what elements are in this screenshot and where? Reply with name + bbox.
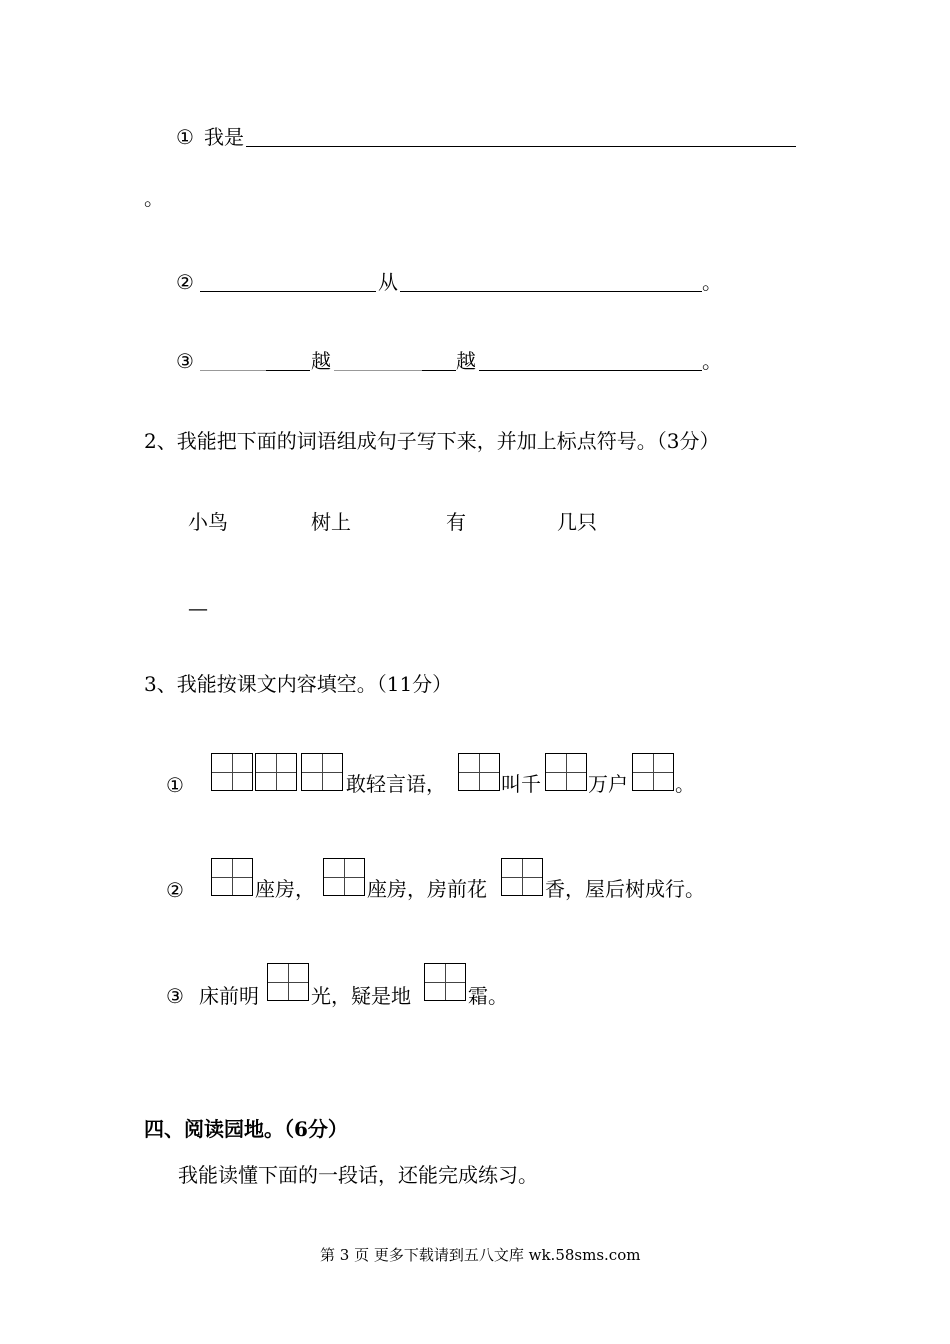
q3-line2-text-3: 香，屋后树成行。 <box>545 877 705 901</box>
q3-line1-box-6[interactable] <box>632 753 674 791</box>
q3-line2-text-1: 座房， <box>255 877 315 901</box>
q2-word-3: 有 <box>446 510 466 534</box>
q3-line3-box-2[interactable] <box>424 963 466 1001</box>
q1-item3-end: 。 <box>702 349 722 373</box>
q1-item2-marker: ② <box>176 270 194 294</box>
q3-line1-text-2: 叫千 <box>501 772 541 796</box>
section4-heading: 四、阅读园地。（6分） <box>144 1117 348 1141</box>
q1-item3-marker: ③ <box>176 349 194 373</box>
q3-line2-box-1[interactable] <box>211 858 253 896</box>
q3-line1-box-4[interactable] <box>458 753 500 791</box>
q1-item2-mid: 从 <box>378 270 398 294</box>
q3-line3-text-2: 霜。 <box>468 984 508 1008</box>
q1-item2-blank-1[interactable] <box>200 291 376 292</box>
q2-answer-dash[interactable]: — <box>188 596 208 620</box>
q3-line1-box-2[interactable] <box>255 753 297 791</box>
q3-line1-text-1: 敢轻言语， <box>346 772 446 796</box>
q3-line1-box-5[interactable] <box>545 753 587 791</box>
q3-line1-marker: ① <box>166 773 184 797</box>
q3-line2-text-2: 座房，房前花 <box>367 877 487 901</box>
q3-line3-marker: ③ <box>166 984 184 1008</box>
q3-line1-box-1[interactable] <box>211 753 253 791</box>
q1-item3-blank-3[interactable] <box>479 370 702 371</box>
q3-title: 3、我能按课文内容填空。（11分） <box>144 672 453 696</box>
q1-item1-marker: ① <box>176 125 194 149</box>
q3-line2-box-3[interactable] <box>501 858 543 896</box>
q1-item3-word2: 越 <box>456 349 476 373</box>
q3-line2-box-2[interactable] <box>323 858 365 896</box>
q3-line3-text-0: 床前明 <box>199 984 259 1008</box>
q1-item3-word1: 越 <box>311 349 331 373</box>
q3-line3-box-1[interactable] <box>267 963 309 1001</box>
q2-title: 2、我能把下面的词语组成句子写下来，并加上标点符号。（3分） <box>144 429 720 453</box>
section4-intro: 我能读懂下面的一段话，还能完成练习。 <box>178 1163 538 1187</box>
page-footer: 第 3 页 更多下载请到五八文库 wk.58sms.com <box>320 1246 641 1264</box>
q3-line3-text-1: 光，疑是地 <box>311 984 411 1008</box>
q3-line1-text-3: 万户 <box>588 772 628 796</box>
q2-word-1: 小鸟 <box>188 510 228 534</box>
q3-line1-box-3[interactable] <box>301 753 343 791</box>
q1-item3-blank-2a[interactable] <box>334 370 422 371</box>
q1-item3-blank-1a[interactable] <box>200 370 266 371</box>
q1-item1-end: 。 <box>144 186 164 210</box>
q3-line1-text-4: 。 <box>675 772 695 796</box>
q2-word-2: 树上 <box>311 510 351 534</box>
q1-item3-blank-1b[interactable] <box>266 370 310 371</box>
q1-item3-blank-2b[interactable] <box>422 370 456 371</box>
q1-item2-blank-2[interactable] <box>400 291 702 292</box>
q1-item2-end: 。 <box>702 270 722 294</box>
q3-line2-marker: ② <box>166 878 184 902</box>
q1-item1-blank[interactable] <box>246 146 796 147</box>
q1-item1-prefix: 我是 <box>204 125 244 149</box>
q2-word-4: 几只 <box>557 510 597 534</box>
